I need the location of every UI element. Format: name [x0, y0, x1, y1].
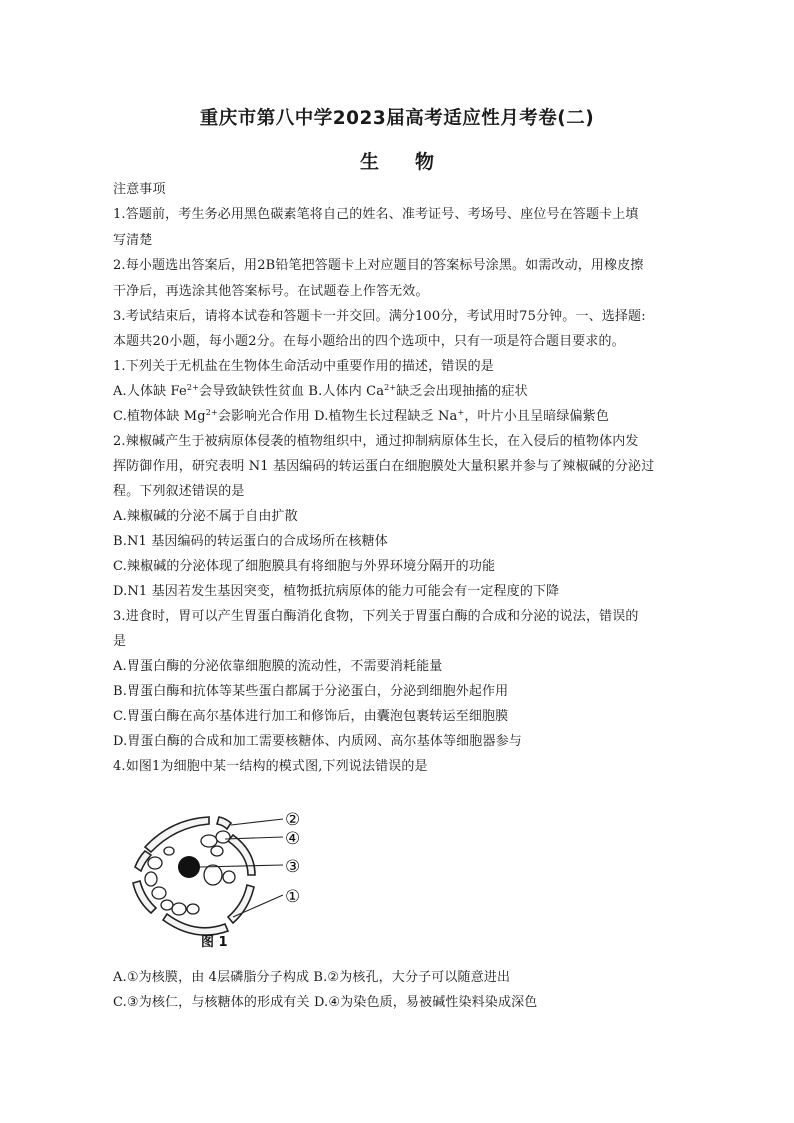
q2-stem-line-2: 挥防御作用，研究表明 N1 基因编码的转运蛋白在细胞膜处大量积累并参与了辣椒碱的分泌过	[113, 459, 655, 474]
q2-option-d: D.N1 基因若发生基因突变，植物抵抗病原体的能力可能会有一定程度的下降	[113, 584, 560, 599]
note-3-line-2: 本题共20小题，每小题2分。在每小题给出的四个选项中，只有一项是符合题目要求的。	[113, 334, 625, 349]
q2-option-a: A.辣椒碱的分泌不属于自由扩散	[113, 509, 298, 524]
q4-options-ab: A.①为核膜，由 4层磷脂分子构成 B.②为核孔，大分子可以随意进出	[113, 970, 511, 985]
note-2-line-2: 干净后，再选涂其他答案标号。在试题卷上作答无效。	[113, 284, 429, 299]
q3-stem-line-2: 是	[113, 634, 127, 649]
note-3-line-1: 3.考试结束后，请将本试卷和答题卡一并交回。满分100分，考试用时75分钟。一、选择题:	[113, 309, 646, 324]
q2-stem-line-3: 程。下列叙述错误的是	[113, 484, 245, 499]
subject-char-2: 物	[415, 151, 435, 173]
q3-stem-line-1: 3.进食时，胃可以产生胃蛋白酶消化食物，下列关于胃蛋白酶的合成和分泌的说法，错误的	[113, 609, 639, 624]
q1-options-ab: A.人体缺 $Fe^{2+}$会导致缺铁性贫血 B.人体内 $Ca^{2+}$缺乏会出现抽搐的症状	[113, 383, 528, 399]
figure-caption: 图 1	[201, 935, 228, 950]
q2-stem-line-1: 2.辣椒碱产生于被病原体侵袭的植物组织中，通过抑制病原体生长，在入侵后的植物体内发	[113, 434, 639, 449]
figure-label-1: ①	[285, 887, 301, 907]
note-1-line-2: 写清楚	[113, 233, 153, 248]
nucleus-figure	[113, 805, 313, 955]
note-1-line-1: 1.答题前，考生务必用黑色碳素笔将自己的姓名、准考证号、考场号、座位号在答题卡上填	[113, 207, 639, 222]
subject-heading	[0, 147, 794, 174]
figure-label-2: ②	[285, 810, 301, 830]
figure-label-3: ③	[285, 857, 301, 877]
exam-title: 重庆市第八中学2023届高考适应性月考卷(二)	[199, 108, 595, 129]
q4-options-cd: C.③为核仁，与核糖体的形成有关 D.④为染色质，易被碱性染料染成深色	[113, 995, 538, 1010]
figure-label-4: ④	[285, 829, 301, 849]
q3-option-d: D.胃蛋白酶的合成和加工需要核糖体、内质网、高尔基体等细胞器参与	[113, 734, 522, 749]
q1-stem: 1.下列关于无机盐在生物体生命活动中重要作用的描述，错误的是	[113, 359, 494, 374]
note-2-line-1: 2.每小题选出答案后，用2B铅笔把答题卡上对应题目的答案标号涂黑。如需改动，用橡皮擦	[113, 258, 644, 273]
q1-options-cd: C.植物体缺 $Mg^{2+}$会影响光合作用 D.植物生长过程缺乏 Na+，叶片小且呈暗绿偏紫色	[113, 408, 609, 424]
q2-option-c: C.辣椒碱的分泌体现了细胞膜具有将细胞与外界环境分隔开的功能	[113, 559, 496, 574]
q3-option-b: B.胃蛋白酶和抗体等某些蛋白都属于分泌蛋白，分泌到细胞外起作用	[113, 684, 509, 699]
q3-option-a: A.胃蛋白酶的分泌依靠细胞膜的流动性，不需要消耗能量	[113, 659, 443, 674]
q2-option-b: B.N1 基因编码的转运蛋白的合成场所在核糖体	[113, 534, 388, 549]
nucleolus	[178, 856, 200, 878]
notes-heading: 注意事项	[113, 182, 166, 197]
subject-char-1: 生	[359, 151, 379, 173]
q3-option-c: C.胃蛋白酶在高尔基体进行加工和修饰后，由囊泡包裹转运至细胞膜	[113, 709, 509, 724]
q4-stem: 4.如图1为细胞中某一结构的模式图,下列说法错误的是	[113, 759, 428, 774]
